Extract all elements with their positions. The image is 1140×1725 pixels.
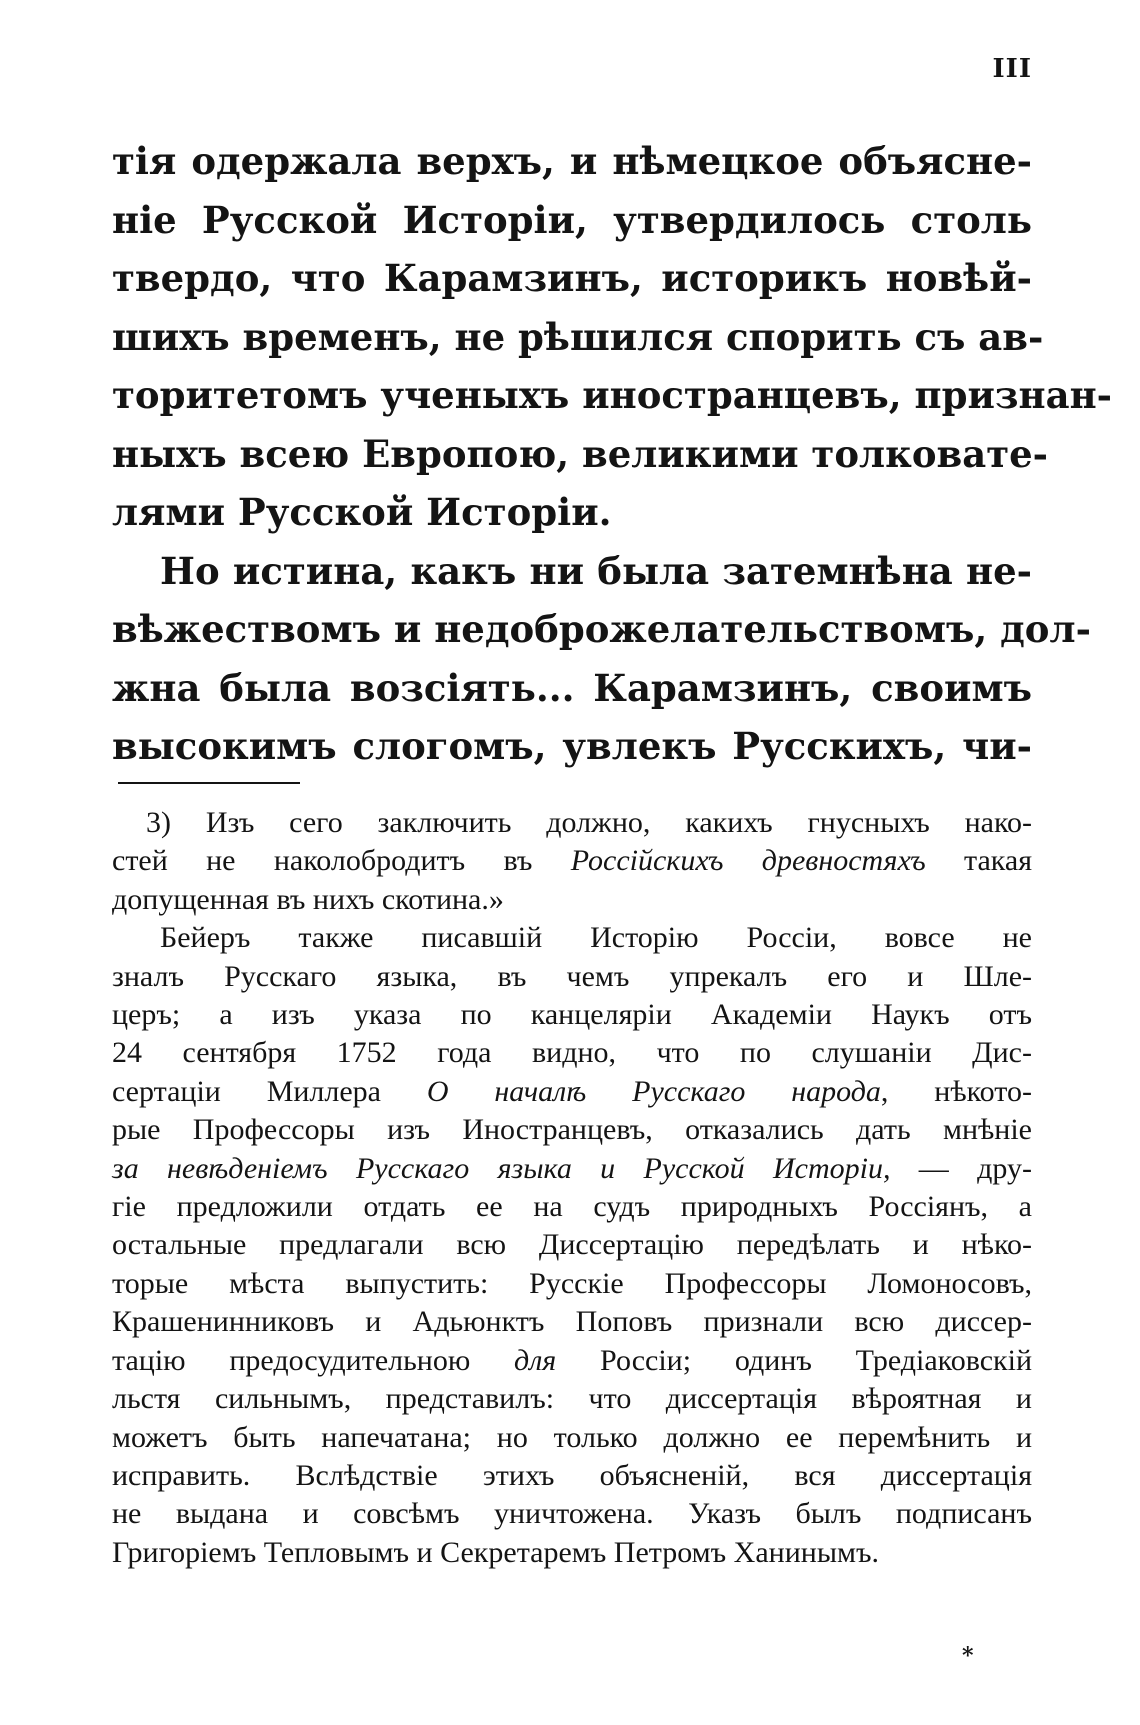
- footnote-line: рые Профессоры изъ Иностранцевъ, отказались дать мнѣніе: [112, 1113, 1032, 1147]
- main-text-line: вѣжествомъ и недоброжелательствомъ, дол-: [112, 607, 1091, 651]
- footnote-line: 3) Изъ сего заключить должно, какихъ гнусныхъ нако-: [146, 806, 1032, 839]
- main-text-line: жна была возсіять... Карамзинъ, своимъ: [112, 665, 1032, 710]
- main-text-line: торитетомъ ученыхъ иностранцевъ, признан-: [112, 373, 1113, 417]
- main-text-line: ныхъ всею Европою, великими толковате-: [112, 431, 1049, 476]
- page-number: III: [992, 54, 1032, 84]
- footnote-line: стей не наколобродитъ въ Россійскихъ древностяхъ такая: [112, 844, 1033, 878]
- footnote-line: тацію предосудительною для Россіи; одинъ Тредіаковскій: [112, 1343, 1032, 1377]
- main-text-line: Но истина, какъ ни была затемнѣна не-: [160, 548, 1032, 593]
- footnote-block: [112, 804, 1032, 1572]
- main-text-line: тія одержала верхъ, и нѣмецкое объясне-: [112, 139, 1032, 183]
- footnote-line: исправить. Вслѣдствіе этихъ объясненій, вся диссертація: [112, 1458, 1032, 1492]
- main-text-line: ніе Русской Исторіи, утвердилось столь: [112, 197, 1032, 242]
- footnote-line: торые мѣста выпустить: Русскіе Профессоры Ломоносовъ,: [112, 1266, 1032, 1300]
- footnote-line: Крашенинниковъ и Адьюнктъ Поповъ признали всю диссер-: [112, 1305, 1032, 1339]
- main-text-line: шихъ временъ, не рѣшился спорить съ ав-: [112, 314, 1044, 359]
- main-text-line: лями Русской Исторіи.: [112, 490, 612, 534]
- main-text-line: твердо, что Карамзинъ, историкъ новѣй-: [112, 256, 1032, 300]
- footnote-line: церъ; а изъ указа по канцеляріи Академіи Наукъ отъ: [112, 998, 1032, 1032]
- footnote-line: не выдана и совсѣмъ уничтожена. Указъ былъ подписанъ: [112, 1497, 1032, 1531]
- main-text-block: [112, 132, 1113, 776]
- footnote-line: зналъ Русскаго языка, въ чемъ упрекалъ его и Шле-: [112, 959, 1032, 993]
- footnote-line: Бейеръ также писавшій Исторію Россіи, вовсе не: [160, 921, 1032, 955]
- footnote-line: остальные предлагали всю Диссертацію передѣлать и нѣко-: [112, 1228, 1032, 1262]
- footnote-line: сертаціи Миллера О началѣ Русскаго народа, нѣкото-: [112, 1074, 1032, 1108]
- main-text-line: высокимъ слогомъ, увлекъ Русскихъ, чи-: [112, 724, 1032, 768]
- footnote-line: допущенная въ нихъ скотина.»: [112, 882, 504, 916]
- footnote-line: можетъ быть напечатана; но только должно ее перемѣнить и: [112, 1420, 1032, 1454]
- footnote-divider: [118, 782, 300, 784]
- footnote-line: за невѣденіемъ Русскаго языка и Русской Исторіи, — дру-: [112, 1151, 1032, 1185]
- footnote-line: льстя сильнымъ, представилъ: что диссертація вѣроятная и: [112, 1382, 1032, 1416]
- footnote-line: 24 сентября 1752 года видно, что по слушаніи Дис-: [112, 1036, 1032, 1070]
- footnote-line: Григоріемъ Тепловымъ и Секретаремъ Петромъ Ханинымъ.: [112, 1535, 879, 1569]
- footnote-line: гіе предложили отдать ее на судъ природныхъ Россіянъ, а: [112, 1190, 1032, 1224]
- signature-mark: *: [962, 1643, 974, 1669]
